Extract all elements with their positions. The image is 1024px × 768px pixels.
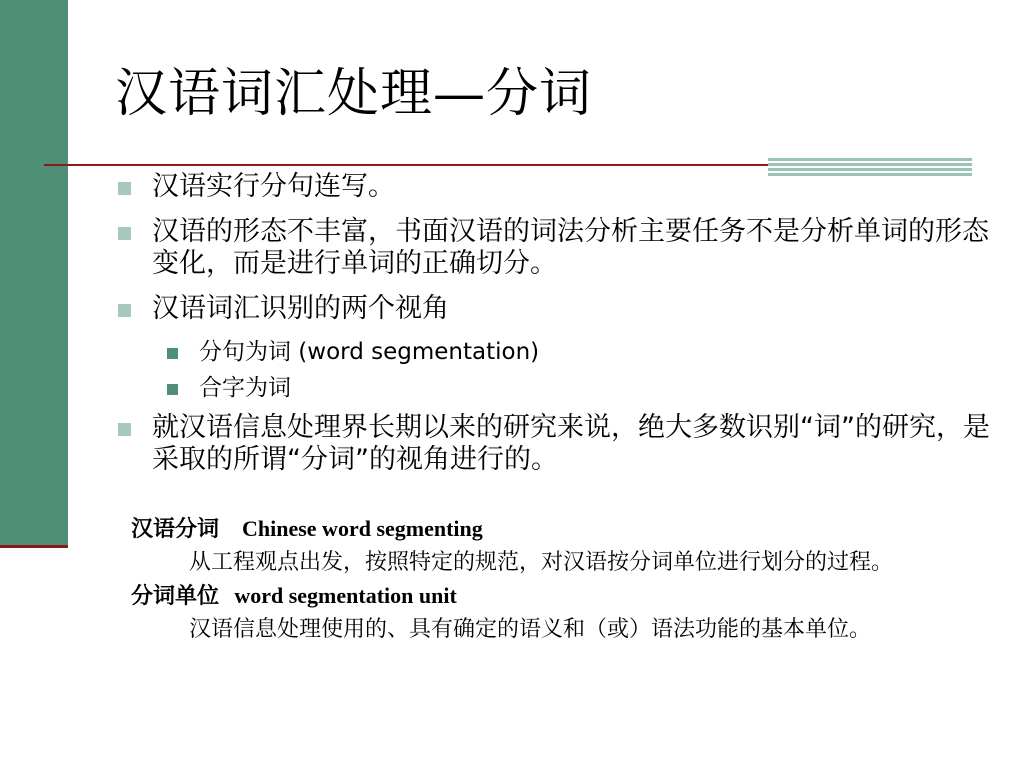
square-bullet-icon	[118, 423, 131, 436]
definition-term-en: word segmentation unit	[234, 583, 457, 608]
definition-term-cn: 分词单位	[131, 583, 220, 609]
bullet-text: 汉语实行分句连写。	[152, 171, 395, 202]
square-bullet-icon	[118, 227, 131, 240]
square-bullet-icon	[118, 182, 131, 195]
left-accent-bar	[0, 0, 68, 545]
bullet-item	[116, 412, 996, 476]
sub-bullet-text: 合字为词	[199, 375, 291, 401]
definition-term	[131, 512, 961, 546]
left-accent-underline	[0, 545, 68, 548]
sub-bullet-text: 分句为词 (word segmentation)	[199, 339, 540, 365]
bullet-text: 就汉语信息处理界长期以来的研究来说，绝大多数识别“词”的研究，是采取的所谓“分词”的视角进行的。	[152, 412, 990, 475]
bullet-item	[116, 216, 996, 280]
bullet-text: 汉语的形态不丰富，书面汉语的词法分析主要任务不是分析单词的形态变化，而是进行单词的正确切分。	[152, 216, 989, 279]
square-sub-bullet-icon	[167, 348, 178, 359]
definitions-block	[131, 512, 961, 646]
bullet-text: 汉语词汇识别的两个视角	[152, 293, 449, 324]
bullet-item	[116, 293, 996, 325]
sub-bullet-item	[116, 338, 996, 366]
definition-term	[131, 579, 961, 613]
sub-bullet-item	[116, 374, 996, 402]
square-bullet-icon	[118, 304, 131, 317]
bullet-item	[116, 171, 996, 203]
definition-term-cn: 汉语分词	[131, 516, 220, 542]
slide-title: 汉语词汇处理—分词	[115, 64, 593, 124]
definition-term-en: Chinese word segmenting	[242, 516, 483, 541]
definition-body: 汉语信息处理使用的、具有确定的语义和（或）语法功能的基本单位。	[189, 617, 872, 642]
bullet-list	[116, 171, 996, 489]
square-sub-bullet-icon	[167, 384, 178, 395]
definition-body: 从工程观点出发，按照特定的规范，对汉语按分词单位进行划分的过程。	[189, 550, 894, 575]
